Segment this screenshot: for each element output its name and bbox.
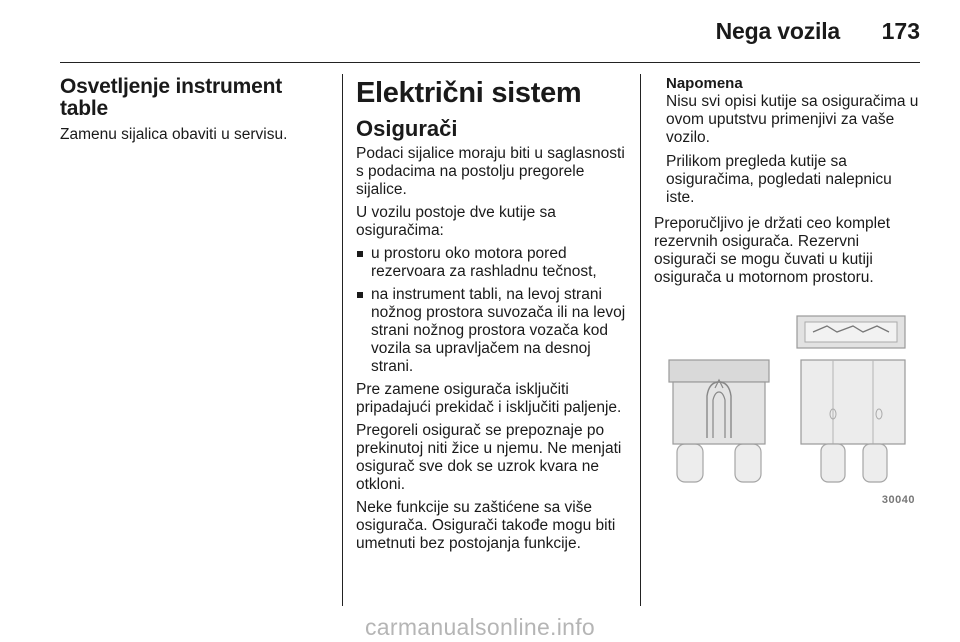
- left-column: [60, 76, 330, 149]
- note-paragraph: Prilikom pregleda kutije sa osiguračima, pogledati nalepnicu iste.: [666, 153, 892, 206]
- fuse-illustration: [657, 296, 919, 510]
- column-divider-right: [640, 74, 641, 606]
- running-header-title: Nega vozila: [715, 18, 840, 44]
- list-item: na instrument tabli, na levoj strani nožnog prostora suvozača ili na levoj strani nožnog prostora vozača kod vozila sa upravljačem na desnoj strani.: [356, 286, 632, 376]
- right-column: [654, 76, 922, 292]
- intact-fuse-image: [669, 360, 769, 482]
- watermark: carmanualsonline.info: [364, 614, 596, 640]
- paragraph: Pre zamene osigurača isključiti pripadajući prekidač i isključiti paljenje.: [356, 381, 622, 416]
- page-number: 173: [881, 18, 920, 44]
- instrument-lighting-text: Zamenu sijalica obaviti u servisu.: [60, 126, 288, 143]
- middle-column: [356, 76, 632, 558]
- note-block: [654, 76, 922, 207]
- figure-number: 30040: [881, 494, 915, 506]
- subheading-fuses: Osigurači: [356, 116, 458, 141]
- paragraph: Neke funkcije su zaštićene sa više osigurača. Osigurači takođe mogu biti umetnuti bez postojanja funkcije.: [356, 499, 616, 552]
- column-divider-left: [342, 74, 343, 606]
- section-heading-instrument-lighting: Osvetljenje instrument table: [60, 75, 282, 120]
- paragraph: Podaci sijalice moraju biti u saglasnosti s podacima na postolju pregorele sijalice.: [356, 145, 625, 198]
- spare-fuses-paragraph: Preporučljivo je držati ceo komplet rezervnih osigurača. Rezervni osigurači se mogu čuvati u kutiji osigurača u motornom prostoru.: [654, 215, 891, 286]
- note-title: Napomena: [666, 75, 743, 92]
- chapter-title: Električni sistem: [356, 77, 582, 109]
- fuse-drawing: [657, 296, 919, 510]
- fuse-box-list: [356, 245, 632, 376]
- page-header: [60, 0, 920, 63]
- fuse-top-view-image: [797, 316, 905, 482]
- list-item: u prostoru oko motora pored rezervoara za rashladnu tečnost,: [356, 245, 632, 281]
- note-paragraph: Nisu svi opisi kutije sa osiguračima u ovom uputstvu primenjivi za vaše vozilo.: [666, 93, 919, 146]
- paragraph: Pregoreli osigurač se prepoznaje po prekinutoj niti žice u njemu. Ne menjati osigurač sve dok se uzrok kvara ne otkloni.: [356, 422, 622, 493]
- paragraph: U vozilu postoje dve kutije sa osiguračima:: [356, 204, 556, 239]
